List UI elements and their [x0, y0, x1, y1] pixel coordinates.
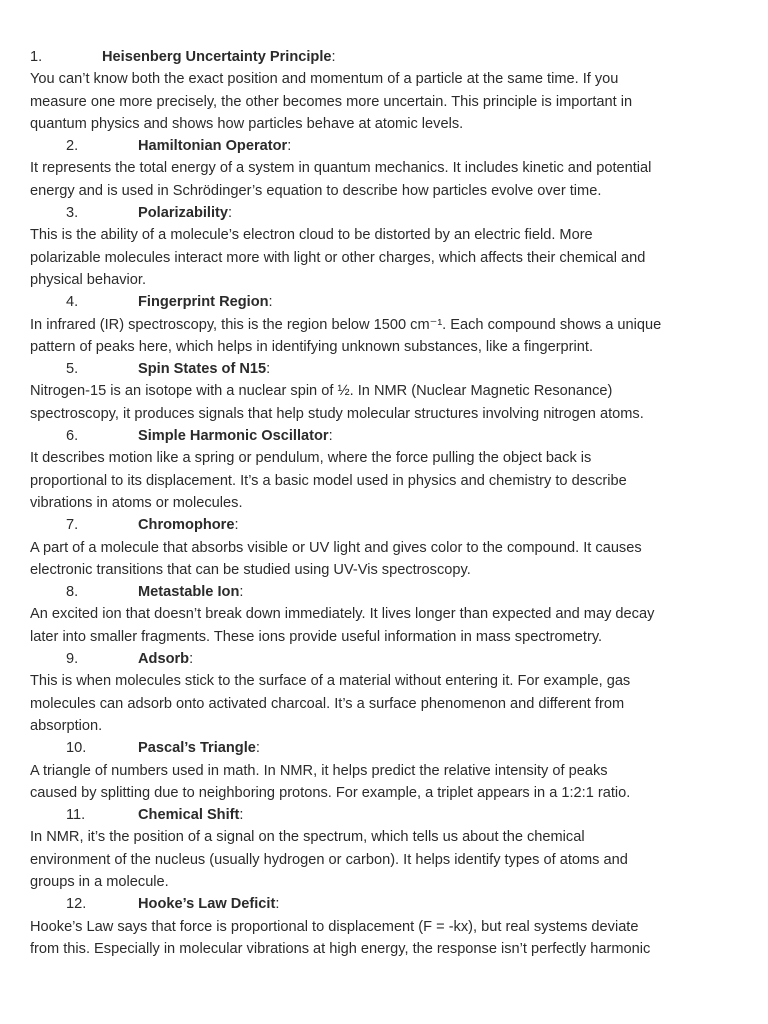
glossary-entry: [30, 46, 748, 135]
glossary-entry: [30, 358, 748, 425]
glossary-entry: [30, 291, 748, 358]
entry-term: Adsorb: [138, 651, 190, 668]
glossary-entry: [30, 202, 748, 291]
entry-definition: [30, 314, 745, 359]
entry-colon: :: [234, 517, 239, 534]
definition-line: You can’t know both the exact position and momentum of a particle at the same time. If you: [30, 71, 619, 88]
entry-definition: [30, 447, 745, 514]
entry-term: Pascal’s Triangle: [138, 740, 256, 757]
entry-heading: [30, 135, 748, 157]
entry-heading: [30, 202, 748, 224]
entry-heading: [30, 425, 748, 447]
definition-line: energy and is used in Schrödinger’s equation to describe how particles evolve over time.: [30, 182, 602, 199]
entry-definition: [30, 157, 745, 202]
entry-heading: [30, 514, 748, 536]
entry-number: 3.: [66, 205, 79, 222]
entry-colon: :: [239, 584, 244, 601]
definition-line: A part of a molecule that absorbs visible or UV light and gives color to the compound. It causes: [30, 539, 642, 556]
definition-line: environment of the nucleus (usually hydrogen or carbon). It helps identify types of atoms and: [30, 851, 628, 868]
entry-term: Hamiltonian Operator: [138, 138, 288, 155]
entry-number: 5.: [66, 361, 79, 378]
entry-heading: [30, 893, 748, 915]
entry-colon: :: [255, 740, 260, 757]
entry-definition: [30, 603, 745, 648]
definition-line: A triangle of numbers used in math. In NMR, it helps predict the relative intensity of peaks: [30, 762, 608, 779]
definition-line: later into smaller fragments. These ions provide useful information in mass spectrometry.: [30, 628, 603, 645]
glossary-entry: [30, 648, 748, 737]
glossary-entry: [30, 135, 748, 202]
entry-colon: :: [331, 49, 336, 65]
entry-definition: [30, 760, 745, 805]
definition-line: measure one more precisely, the other becomes more uncertain. This principle is important in: [30, 93, 633, 110]
definition-line: from this. Especially in molecular vibrations at high energy, the response isn’t perfectly harmonic: [30, 940, 651, 957]
entry-definition: [30, 537, 745, 582]
definition-line: This is the ability of a molecule’s electron cloud to be distorted by an electric field. More: [30, 227, 593, 244]
entry-number: 9.: [66, 651, 79, 668]
entry-number: 8.: [66, 584, 79, 601]
definition-line: caused by splitting due to neighboring protons. For example, a triplet appears in a 1:2:1 ratio.: [30, 784, 631, 801]
definition-line: pattern of peaks here, which helps in identifying unknown substances, like a fingerprint.: [30, 338, 593, 355]
definition-line: absorption.: [30, 717, 103, 734]
entry-definition: [30, 224, 745, 291]
entry-term: Chemical Shift: [138, 807, 240, 824]
definition-line: It describes motion like a spring or pendulum, where the force pulling the object back is: [30, 450, 592, 467]
entry-colon: :: [239, 807, 244, 824]
definition-line: polarizable molecules interact more with light or other charges, which affects their chemical and: [30, 249, 646, 266]
entry-colon: :: [189, 651, 194, 668]
entry-heading: [30, 46, 748, 68]
glossary-entry: [30, 581, 748, 648]
glossary-entry: [30, 425, 748, 514]
entry-term: Simple Harmonic Oscillator: [138, 428, 329, 445]
entry-colon: :: [328, 428, 333, 445]
entry-term: Polarizability: [138, 205, 229, 222]
entry-colon: :: [266, 361, 271, 378]
entry-term: Metastable Ion: [138, 584, 240, 601]
entry-heading: [30, 737, 748, 759]
definition-line: It represents the total energy of a system in quantum mechanics. It includes kinetic and potential: [30, 160, 652, 177]
entry-number: 1.: [30, 49, 43, 65]
entry-definition: [30, 380, 745, 425]
entry-term: Spin States of N15: [138, 361, 267, 378]
entry-number: 10.: [66, 740, 87, 757]
definition-line: molecules can adsorb onto activated charcoal. It’s a surface phenomenon and different from: [30, 695, 625, 712]
entry-heading: [30, 291, 748, 313]
entry-definition: [30, 68, 745, 135]
entry-number: 6.: [66, 428, 79, 445]
definition-line: In infrared (IR) spectroscopy, this is the region below 1500 cm⁻¹. Each compound shows a unique: [30, 316, 662, 333]
entry-number: 11.: [66, 807, 86, 824]
definition-line: proportional to its displacement. It’s a basic model used in physics and chemistry to describe: [30, 472, 627, 489]
definition-line: spectroscopy, it produces signals that help study molecular structures involving nitrogen atoms.: [30, 405, 644, 422]
definition-line: quantum physics and shows how particles behave at atomic levels.: [30, 115, 464, 132]
entry-heading: [30, 581, 748, 603]
entry-colon: :: [228, 205, 233, 222]
definition-line: Hooke’s Law says that force is proportional to displacement (F = -kx), but real systems deviate: [30, 918, 639, 935]
glossary-entry: [30, 804, 748, 893]
entry-colon: :: [275, 896, 280, 913]
definition-line: groups in a molecule.: [30, 873, 169, 890]
glossary-entry: [30, 514, 748, 581]
entry-colon: :: [287, 138, 292, 155]
definition-line: In NMR, it’s the position of a signal on the spectrum, which tells us about the chemical: [30, 829, 585, 846]
entry-term: Fingerprint Region: [138, 294, 269, 311]
entry-term: Heisenberg Uncertainty Principle: [102, 49, 332, 65]
definition-line: Nitrogen-15 is an isotope with a nuclear spin of ½. In NMR (Nuclear Magnetic Resonance): [30, 383, 613, 400]
entry-term: Chromophore: [138, 517, 235, 534]
entry-number: 7.: [66, 517, 79, 534]
entry-definition: [30, 670, 745, 737]
definition-line: An excited ion that doesn’t break down immediately. It lives longer than expected and may decay: [30, 606, 655, 623]
glossary-entry: [30, 737, 748, 804]
definition-line: vibrations in atoms or molecules.: [30, 494, 243, 511]
entry-number: 4.: [66, 294, 79, 311]
entry-number: 2.: [66, 138, 79, 155]
definition-line: This is when molecules stick to the surface of a material without entering it. For example, gas: [30, 673, 631, 690]
entry-heading: [30, 648, 748, 670]
entry-heading: [30, 804, 748, 826]
entry-definition: [30, 826, 745, 893]
entry-heading: [30, 358, 748, 380]
glossary-entry: [30, 893, 748, 960]
entry-term: Hooke’s Law Deficit: [138, 896, 276, 913]
entry-definition: [30, 916, 745, 961]
definition-line: electronic transitions that can be studied using UV-Vis spectroscopy.: [30, 561, 471, 578]
entry-colon: :: [268, 294, 273, 311]
entry-number: 12.: [66, 896, 87, 913]
definition-line: physical behavior.: [30, 271, 147, 288]
